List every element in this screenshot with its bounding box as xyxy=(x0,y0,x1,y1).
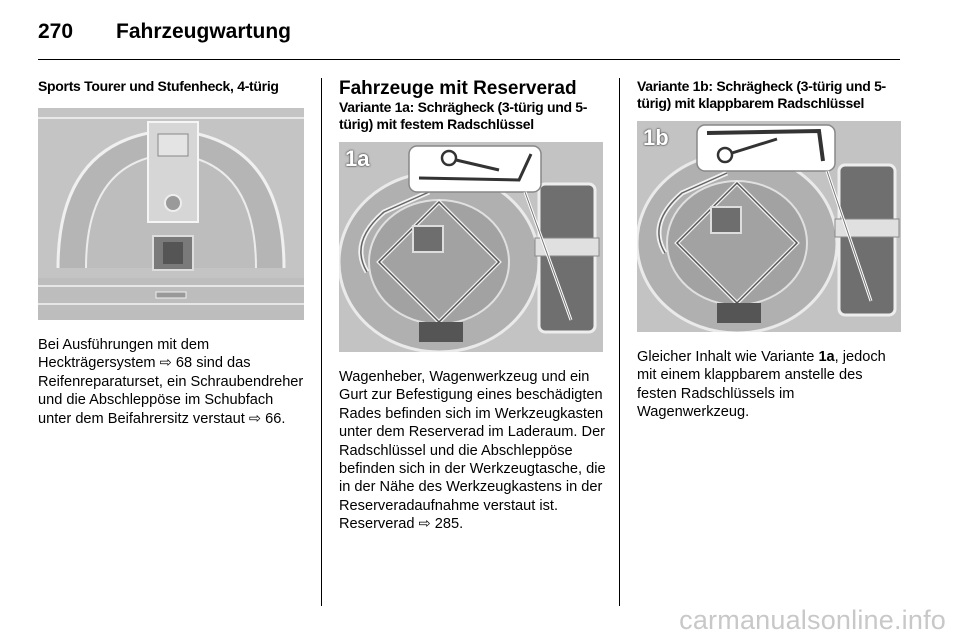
section-subheading: Sports Tourer und Stufenheck, 4-türig xyxy=(38,78,279,94)
variant-reference: 1a xyxy=(818,349,835,365)
section-body: Bei Ausführungen mit dem Heckträgersystem ⇨ 68 sind das Reifenreparaturset, ein Schraubendreher und die Abschleppöse im Schubfach unter dem Beifahrersitz verstaut ⇨ 66. xyxy=(38,337,304,427)
section-body: Wagenheber, Wagenwerkzeug und ein Gurt zur Befestigung eines beschädigten Rades befinden sich im Werkzeugkasten unter dem Reserverad im Laderaum. Der Radschlüssel und die Abschleppöse befinden sich in der Werkzeugtasche, die in der Nähe des Werkzeugkastens in der Reserveradaufnahme verstaut ist. Reserverad ⇨ 285. xyxy=(339,369,606,533)
section-subheading: Variante 1b: Schrägheck (3-türig und 5-türig) mit klappbarem Radschlüssel xyxy=(637,78,886,111)
section-body xyxy=(637,348,903,422)
figure-label: 1a xyxy=(345,146,370,171)
column-reserverad-1b xyxy=(637,78,903,422)
column-sports-tourer xyxy=(38,78,304,428)
watermark: carmanualsonline.info xyxy=(679,605,946,635)
figure-label: 1b xyxy=(643,125,669,150)
body-text-end: , jedoch mit einem klappbarem anstelle des festen Radschlüssels im Wagenwerkzeug. xyxy=(637,349,886,421)
spare-wheel-illustration-1a xyxy=(339,142,603,352)
section-heading: Fahrzeuge mit Reserverad xyxy=(339,78,577,99)
page-number: 270 xyxy=(38,20,74,43)
column-divider xyxy=(619,78,620,606)
column-divider xyxy=(321,78,322,606)
page-title: Fahrzeugwartung xyxy=(116,20,292,43)
trunk-illustration xyxy=(38,108,304,320)
section-subheading: Variante 1a: Schrägheck (3-türig und 5-türig) mit festem Radschlüssel xyxy=(339,99,588,132)
body-text-start: Gleicher Inhalt wie Variante xyxy=(637,349,819,365)
column-reserverad-1a xyxy=(339,78,607,534)
page-header xyxy=(38,20,900,60)
spare-wheel-illustration-1b xyxy=(637,121,901,332)
